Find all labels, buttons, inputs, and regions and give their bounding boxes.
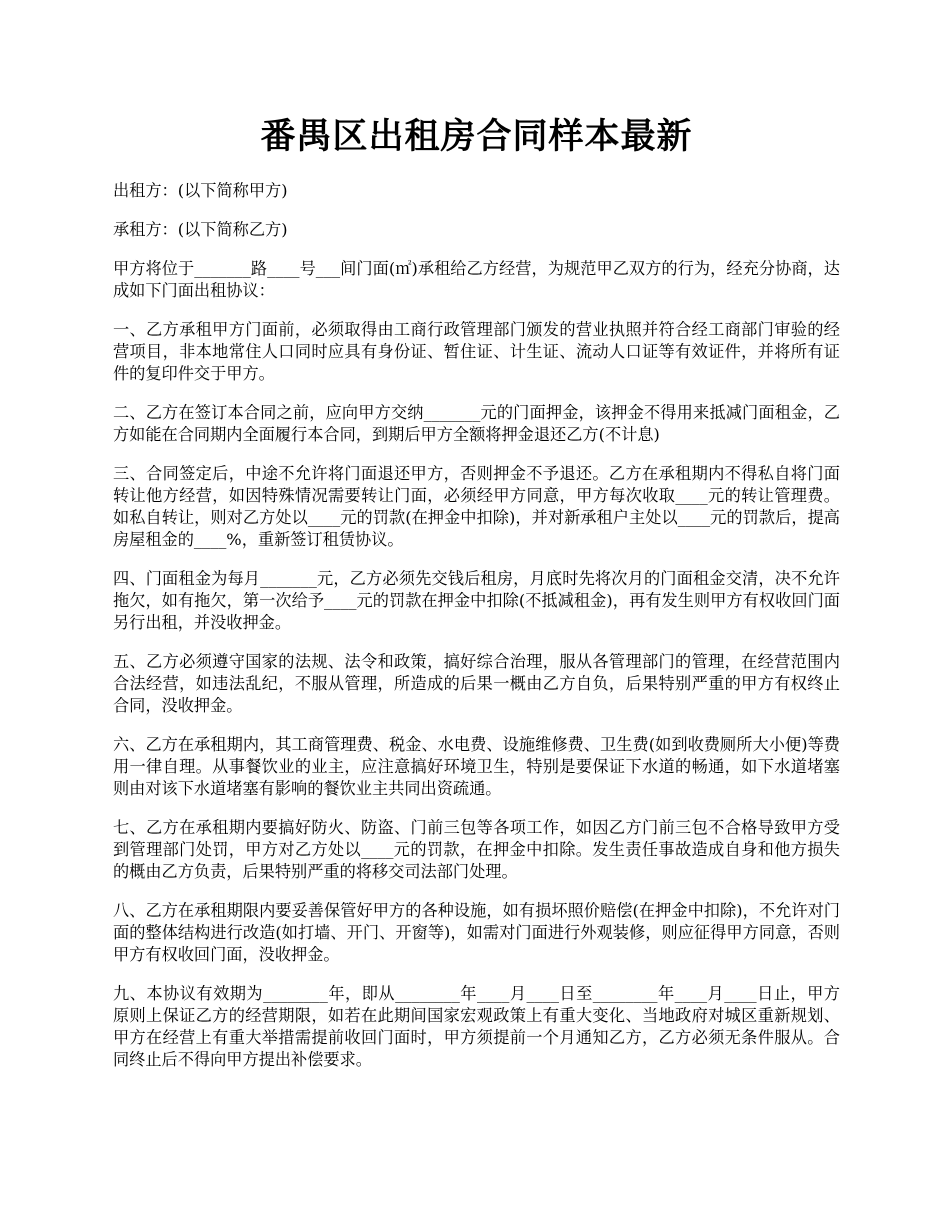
clause-6: 六、乙方在承租期内，其工商管理费、税金、水电费、设施维修费、卫生费(如到收费厕所大小便)等费用一律自理。从事餐饮业的业主，应注意搞好环境卫生，特别是要保证下水道的畅通，如下水道堵塞则由对该下水道堵塞有影响的餐饮业主共同出资疏通。 [113,735,840,798]
clause-7: 七、乙方在承租期内要搞好防火、防盗、门前三包等各项工作，如因乙方门前三包不合格导致甲方受到管理部门处罚，甲方对乙方处以____元的罚款，在押金中扣除。发生责任事故造成自身和他方损失的概由乙方负责，后果特别严重的将移交司法部门处理。 [113,818,840,881]
lessor-line: 出租方：(以下简称甲方) [113,181,288,200]
lessee-line: 承租方：(以下简称乙方) [113,220,288,239]
clause-8: 八、乙方在承租期限内要妥善保管好甲方的各种设施，如有损坏照价赔偿(在押金中扣除)，不允许对门面的整体结构进行改造(如打墙、开门、开窗等)，如需对门面进行外观装修，则应征得甲方同意，否则甲方有权收回门面，没收押金。 [113,901,840,964]
clause-4: 四、门面租金为每月_______元，乙方必须先交钱后租房，月底时先将次月的门面租金交清，决不允许拖欠，如有拖欠，第一次给予____元的罚款在押金中扣除(不抵减租金)，再有发生则甲方有权收回门面另行出租，并没收押金。 [113,569,840,632]
intro-paragraph: 甲方将位于_______路____号___间门面(㎡)承租给乙方经营，为规范甲乙双方的行为，经充分协商，达成如下门面出租协议： [113,259,840,300]
document-page [113,112,840,1088]
clause-9: 九、本协议有效期为________年，即从________年____月____日至________年____月____日止，甲方原则上保证乙方的经营期限，如若在此期间国家宏观政策上有重大变化、当地政府对城区重新规划、甲方在经营上有重大举措需提前收回门面时，甲方须提前一个月通知乙方，乙方必须无条件服从。合同终止后不得向甲方提出补偿要求。 [113,984,840,1069]
page-title: 番禺区出租房合同样本最新 [260,116,693,157]
clause-1: 一、乙方承租甲方门面前，必须取得由工商行政管理部门颁发的营业执照并符合经工商部门审验的经营项目，非本地常住人口同时应具有身份证、暂住证、计生证、流动人口证等有效证件，并将所有证件的复印件交于甲方。 [113,320,840,383]
clause-2: 二、乙方在签订本合同之前，应向甲方交纳_______元的门面押金，该押金不得用来抵减门面租金，乙方如能在合同期内全面履行本合同，到期后甲方全额将押金退还乙方(不计息) [113,403,840,444]
clause-5: 五、乙方必须遵守国家的法规、法令和政策，搞好综合治理，服从各管理部门的管理，在经营范围内合法经营，如违法乱纪，不服从管理，所造成的后果一概由乙方自负，后果特别严重的甲方有权终止合同，没收押金。 [113,652,840,715]
clause-3: 三、合同签定后，中途不允许将门面退还甲方，否则押金不予退还。乙方在承租期内不得私自将门面转让他方经营，如因特殊情况需要转让门面，必须经甲方同意，甲方每次收取____元的转让管理费。如私自转让，则对乙方处以____元的罚款(在押金中扣除)，并对新承租户主处以____元的罚款后，提高房屋租金的____%，重新签订租赁协议。 [113,464,840,549]
